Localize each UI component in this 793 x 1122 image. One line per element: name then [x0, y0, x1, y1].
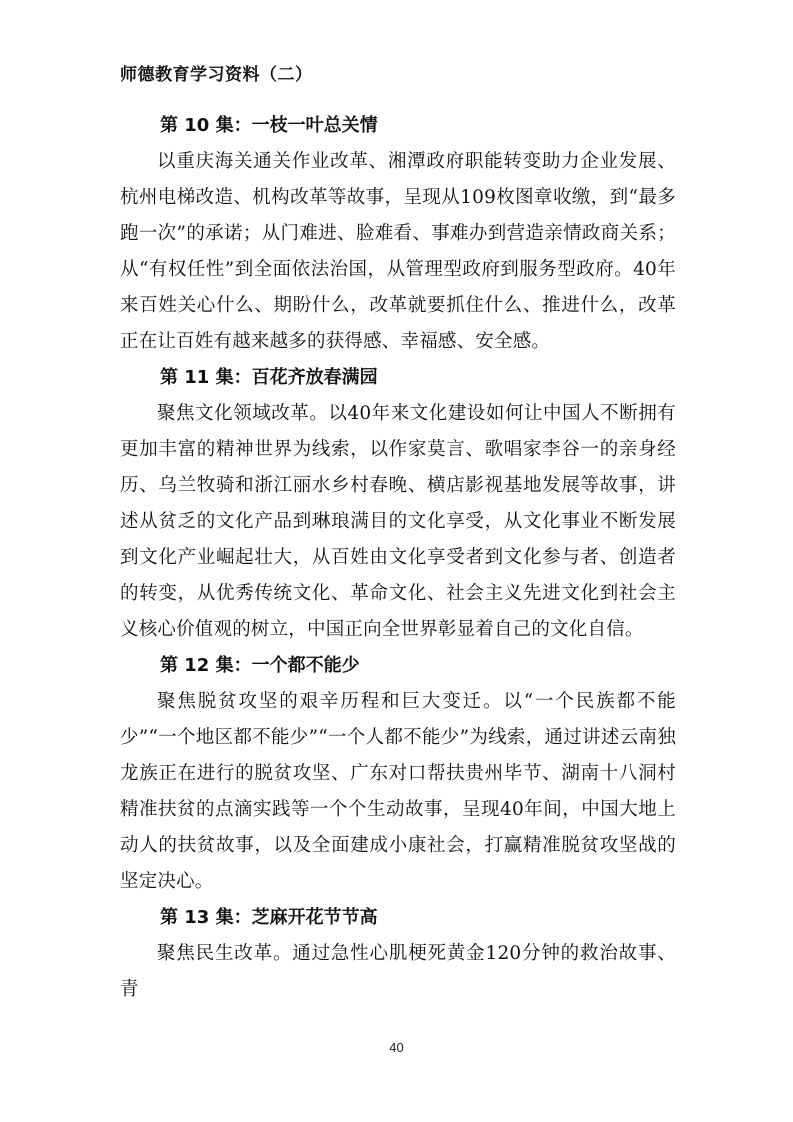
section-body: 聚焦脱贫攻坚的艰辛历程和巨大变迁。以“一个民族都不能少”“一个地区都不能少”“一个人都不能少”为线索，通过讲述云南独龙族正在进行的脱贫攻坚、广东对口帮扶贵州毕节、湖南十八洞村精准扶贫的点滴实践等一个个生动故事，呈现40年间，中国大地上动人的扶贫故事，以及全面建成小康社会，打赢精准脱贫攻坚战的坚定决心。: [120, 691, 676, 892]
section-body: 聚焦文化领域改革。以40年来文化建设如何让中国人不断拥有更加丰富的精神世界为线索，以作家莫言、歌唱家李谷一的亲身经历、乌兰牧骑和浙江丽水乡村春晚、横店影视基地发展等故事，讲述从贫乏的文化产品到琳琅满目的文化享受，从文化事业不断发展到文化产业崛起壮大，从百姓由文化享受者到文化参与者、创造者的转变，从优秀传统文化、革命文化、社会主义先进文化到社会主义核心价值观的树立，中国正向全世界彰显着自己的文化自信。: [120, 403, 676, 640]
section-episode-11: [120, 360, 676, 648]
section-body: 聚焦民生改革。通过急性心肌梗死黄金120分钟的救治故事、青: [120, 943, 676, 1000]
document-content: [120, 108, 676, 1008]
section-episode-12: [120, 648, 676, 900]
section-title: 第 12 集：一个都不能少: [160, 655, 360, 676]
section-episode-13: [120, 900, 676, 1008]
document-header-title: 师德教育学习资料（二）: [120, 65, 313, 85]
section-body: 以重庆海关通关作业改革、湘潭政府职能转变助力企业发展、杭州电梯改造、机构改革等故事，呈现从109枚图章收缴，到“最多跑一次”的承诺；从门难进、脸难看、事难办到营造亲情政商关系；从“有权任性”到全面依法治国，从管理型政府到服务型政府。40年来百姓关心什么、期盼什么，改革就要抓住什么、推进什么，改革正在让百姓有越来越多的获得感、幸福感、安全感。: [120, 151, 676, 352]
section-title: 第 11 集：百花齐放春满园: [160, 367, 378, 388]
page-number: 40: [389, 1040, 404, 1055]
section-title: 第 13 集：芝麻开花节节高: [160, 907, 378, 928]
section-episode-10: [120, 108, 676, 360]
section-title: 第 10 集：一枝一叶总关情: [160, 115, 378, 136]
